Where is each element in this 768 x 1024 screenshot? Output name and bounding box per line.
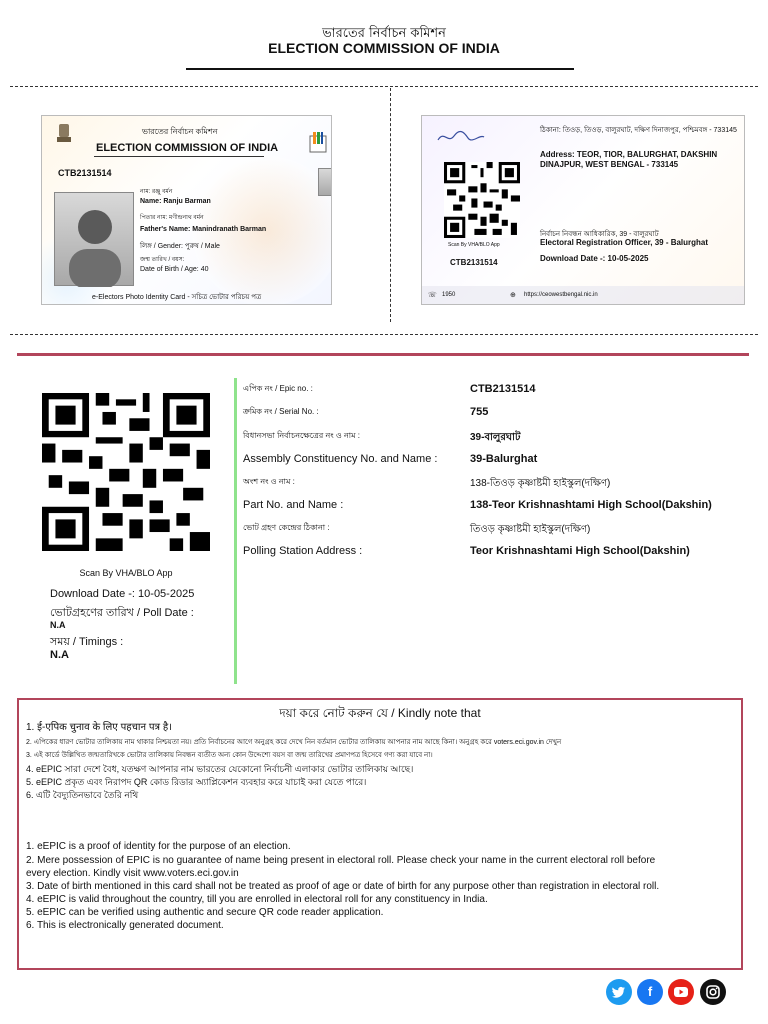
note-line: 4. eEPIC সারা দেশে বৈধ, যতক্ষণ আপনার নাম ভারতের যেকোনো নির্বাচনী এলাকার ভোটার তালিকায় আছে। — [26, 764, 414, 774]
card-address: Address: TEOR, TIOR, BALURGHAT, DAKSHIN DINAJPUR, WEST BENGAL - 733145 — [540, 150, 718, 169]
card-father-name: Father's Name: Manindranath Barman — [140, 226, 267, 233]
detail-label: ক্রমিক নং / Serial No. : — [243, 407, 319, 416]
twitter-icon[interactable] — [606, 979, 632, 1005]
poll-date-value: N.A — [50, 620, 66, 630]
detail-value: 39-Balurghat — [470, 453, 538, 465]
poll-date-label: ভোটগ্রহণের তারিখ / Poll Date : — [50, 607, 194, 619]
card-epic-number: CTB2131514 — [58, 168, 112, 178]
note-line: 2. Mere possession of EPIC is no guarantee of name being present in electoral roll. Please check your name in the current electoral roll before — [26, 855, 656, 866]
detail-label: এপিক নং / Epic no. : — [243, 384, 313, 393]
detail-value: Teor Krishnashtami High School(Dakshin) — [470, 545, 690, 557]
detail-value: 755 — [470, 406, 489, 418]
note-line: 3. Date of birth mentioned in this card shall not be treated as proof of age or date of birth for any purpose other than registration in electoral roll. — [26, 881, 660, 892]
header-title: ELECTION COMMISSION OF INDIA — [268, 40, 500, 56]
card-dob-bengali: জন্ম তারিখ / বয়স: — [140, 257, 185, 263]
detail-value: 39-বালুরঘাট — [470, 432, 521, 443]
globe-icon: ⊕ — [510, 292, 516, 299]
note-line: 1. eEPIC is a proof of identity for the purpose of an election. — [26, 841, 291, 852]
epic-card-back — [421, 115, 745, 305]
detail-label: অংশ নং ও নাম : — [243, 477, 295, 486]
detail-label: Assembly Constituency No. and Name : — [243, 453, 438, 465]
qr-code — [42, 393, 210, 551]
note-line: 5. eEPIC can be verified using authentic and secure QR code reader application. — [26, 907, 384, 918]
detail-value: CTB2131514 — [470, 383, 536, 395]
card-helpline: 1950 — [442, 292, 456, 298]
note-line: 6. This is electronically generated document. — [26, 920, 224, 931]
note-line: every election. Kindly visit www.voters.eci.gov.in — [26, 868, 239, 879]
details-divider — [234, 378, 237, 684]
detail-label: বিধানসভা নির্বাচনক্ষেত্রের নং ও নাম : — [243, 431, 360, 440]
card-ero-bengali: নির্বাচন নিবন্ধন আধিকারিক, 39 - বালুরঘাট — [540, 231, 659, 238]
card-address-bengali: ঠিকানা: তিওড়, তিওড়, বালুরঘাট, দক্ষিণ দিনাজপুর, পশ্চিমবঙ্গ - 733145 — [540, 127, 737, 134]
note-line: 2. এপিকের ধারণ ভোটার তালিকায় নাম থাকার নিশ্চয়তা নয়। প্রতি নির্বাচনের আগে অনুগ্রহ করে দেখে নিন বর্তমান ভোটার তালিকায় আপনার নাম আছে কিনা। অনুগ্রহ করে voters.eci.gov.in দেখুন — [26, 739, 562, 746]
card-name-bengali: নাম: রঞ্জু বর্মন — [140, 189, 173, 195]
note-line: 5. eEPIC প্রকৃত এবং নিরাপদ QR কোড রিডার অ্যাপ্লিকেশন ব্যবহার করে যাচাই করা যেতে পারে। — [26, 777, 367, 787]
cut-line-top — [10, 86, 758, 87]
detail-value: তিওড় কৃষ্ণাষ্টমী হাইস্কুল(দক্ষিণ) — [470, 524, 591, 535]
voter-photo — [54, 192, 134, 286]
detail-label: Polling Station Address : — [243, 545, 363, 557]
emblem-icon — [56, 122, 72, 144]
youtube-icon[interactable] — [668, 979, 694, 1005]
ballot-logo-icon — [308, 130, 328, 154]
phone-icon: ☏ — [428, 292, 437, 299]
card-title-bengali: ভারতের নির্বাচন কমিশন — [142, 127, 218, 136]
section-divider — [17, 353, 749, 356]
card-website: https://ceowestbengal.nic.in — [524, 292, 598, 298]
note-line: 6. এটি বৈদ্যুতিনভাবে তৈরি নথি — [26, 790, 139, 800]
card-download-date: Download Date -: 10-05-2025 — [540, 254, 649, 263]
note-line: 1. ई-एपिक चुनाव के लिए पहचान पत्र है। — [26, 722, 172, 733]
detail-label: Part No. and Name : — [243, 499, 344, 511]
header-title-bengali: ভারতের নির্বাচন কমিশন — [322, 26, 446, 41]
timings-label: সময় / Timings : — [50, 636, 124, 648]
card-back-epic: CTB2131514 — [450, 258, 498, 267]
card-qr-code — [444, 162, 520, 238]
epic-card-front — [41, 115, 332, 305]
header-underline — [186, 68, 574, 70]
facebook-icon[interactable]: f — [637, 979, 663, 1005]
timings-value: N.A — [50, 649, 69, 661]
card-ero: Electoral Registration Officer, 39 - Balurghat — [540, 238, 709, 247]
cut-line-bottom — [10, 334, 758, 335]
cut-line-middle — [390, 88, 391, 322]
detail-label: ভোট গ্রহণ কেন্দ্রের ঠিকানা : — [243, 523, 330, 532]
card-father-bengali: পিতার নাম: মণীন্দ্রনাথ বর্মন — [140, 215, 204, 221]
card-footer: e-Electors Photo Identity Card - সচিত্র ভোটার পরিচয় পত্র — [92, 294, 262, 301]
detail-value: 138-তিওড় কৃষ্ণাষ্টমী হাইস্কুল(দক্ষিণ) — [470, 478, 611, 489]
instagram-icon[interactable] — [700, 979, 726, 1005]
card-name: Name: Ranju Barman — [140, 198, 211, 205]
card-title: ELECTION COMMISSION OF INDIA — [96, 142, 279, 154]
notes-title: দয়া করে নোট করুন যে / Kindly note that — [279, 706, 481, 720]
voter-photo-small — [318, 168, 332, 196]
card-back-footer — [422, 286, 745, 305]
card-title-rule — [94, 156, 264, 157]
card-gender: লিঙ্গ / Gender: পুরুষ / Male — [140, 243, 220, 250]
card-scan-caption: Scan By VHA/BLO App — [448, 242, 500, 248]
download-date: Download Date -: 10-05-2025 — [50, 588, 195, 600]
detail-value: 138-Teor Krishnashtami High School(Dakshin) — [470, 499, 712, 511]
signature-icon — [436, 130, 486, 144]
note-line: 4. eEPIC is valid throughout the country, till you are enrolled in electoral roll for any constituency in India. — [26, 894, 488, 905]
card-dob: Date of Birth / Age: 40 — [140, 266, 209, 273]
note-line: 3. এই কার্ডে উল্লিখিত জন্মতারিখকে ভোটার তালিকায় নিবন্ধন ব্যতীত অন্য কোন উদ্দেশ্যে বয়স বা জন্ম তারিখের প্রমাণপত্র হিসেবে গণ্য করা যাবে না। — [26, 752, 433, 759]
scan-caption: Scan By VHA/BLO App — [79, 568, 173, 578]
